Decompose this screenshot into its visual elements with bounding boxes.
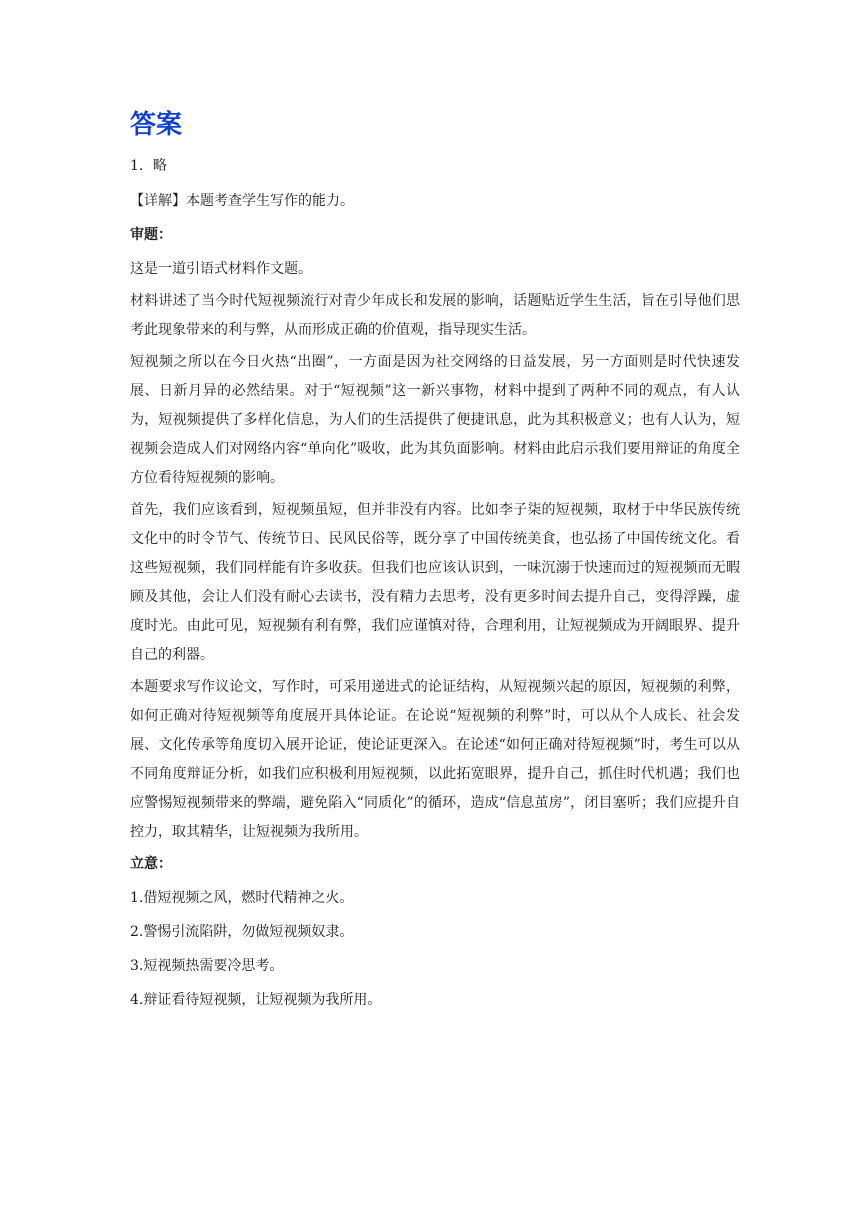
theme-item: 1.借短视频之风，燃时代精神之火。 — [130, 890, 354, 906]
answer-title: 答案 — [130, 110, 183, 140]
question-number: 1．略 — [130, 158, 167, 174]
detail-line: 【详解】本题考查学生写作的能力。 — [130, 193, 354, 209]
review-paragraph: 材料讲述了当今时代短视频流行对青少年成长和发展的影响，话题贴近学生生活，旨在引导他们思考此现象带来的利与弊，从而形成正确的价值观，指导现实生活。 — [130, 293, 740, 338]
review-paragraph: 首先，我们应该看到，短视频虽短，但并非没有内容。比如李子柒的短视频，取材于中华民族传统文化中的时令节气、传统节日、民风民俗等，既分享了中国传统美食，也弘扬了中国传统文化。看这些短视频，我们同样能有许多收获。但我们也应该认识到，一味沉溺于快速而过的短视频而无暇顾及其他，会让人们没有耐心去读书，没有精力去思考，没有更多时间去提升自己，变得浮躁，虚度时光。由此可见，短视频有利有弊，我们应谨慎对待，合理利用，让短视频成为开阔眼界、提升自己的利器。 — [130, 502, 740, 663]
theme-item: 2.警惕引流陷阱，勿做短视频奴隶。 — [130, 924, 354, 940]
theme-item: 4.辩证看待短视频，让短视频为我所用。 — [130, 992, 382, 1008]
review-heading: 审题： — [130, 227, 172, 243]
review-paragraph: 这是一道引语式材料作文题。 — [130, 261, 312, 277]
theme-item: 3.短视频热需要冷思考。 — [130, 958, 284, 974]
theme-heading: 立意： — [130, 856, 172, 872]
review-paragraph: 短视频之所以在今日火热“出圈”，一方面是因为社交网络的日益发展，另一方面则是时代快速发展、日新月异的必然结果。对于“短视频”这一新兴事物，材料中提到了两种不同的观点，有人认为，短视频提供了多样化信息，为人们的生活提供了便捷讯息，此为其积极意义；也有人认为，短视频会造成人们对网络内容“单向化”吸收，此为其负面影响。材料由此启示我们要用辩证的角度全方位看待短视频的影响。 — [130, 354, 740, 486]
review-paragraph: 本题要求写作议论文，写作时，可采用递进式的论证结构，从短视频兴起的原因，短视频的利弊，如何正确对待短视频等角度展开具体论证。在论说“短视频的利弊”时，可以从个人成长、社会发展、文化传承等角度切入展开论证，使论证更深入。在论述“如何正确对待短视频”时，考生可以从不同角度辩证分析，如我们应积极利用短视频，以此拓宽眼界，提升自己，抓住时代机遇；我们也应警惕短视频带来的弊端，避免陷入“同质化”的循环，造成“信息茧房”，闭目塞听；我们应提升自控力，取其精华，让短视频为我所用。 — [130, 679, 740, 840]
